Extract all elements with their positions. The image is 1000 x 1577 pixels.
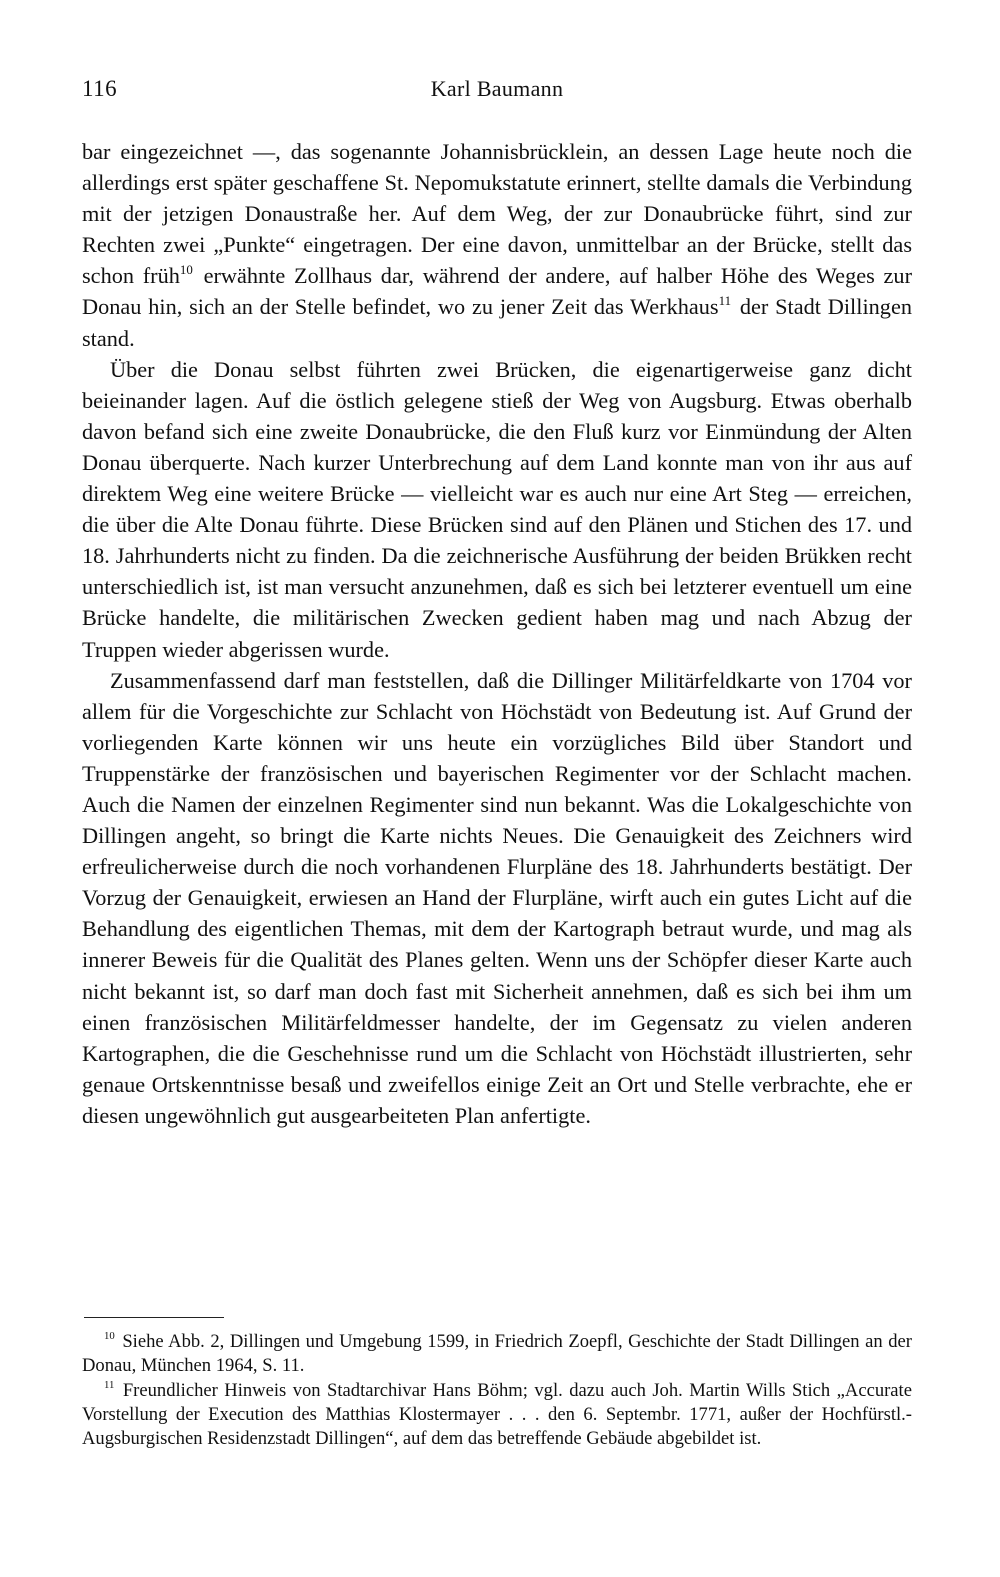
paragraph-2: Über die Donau selbst führten zwei Brücken, die eigenartigerweise ganz dicht beieinander lagen. Auf die östlich gelegene stieß der Weg von Augsburg. Etwas oberhalb davon befand sich eine zweite Donaubrücke, die den Fluß kurz vor Einmündung der Alten Donau überquerte. Nach kurzer Unterbrechung auf dem Land konnte man von ihr aus auf direktem Weg eine weitere Brücke — vielleicht war es auch nur eine Art Steg — erreichen, die über die Alte Donau führte. Diese Brücken sind auf den Plänen und Stichen des 17. und 18. Jahrhunderts nicht zu finden. Da die zeichnerische Ausführung der beiden Brükken recht unterschiedlich ist, ist man versucht anzunehmen, daß es sich bei letzterer eventuell um eine Brücke handelte, die militärischen Zwecken gedient haben mag und nach Abzug der Truppen wieder abgerissen wurde. [82,356,912,662]
footnote-11 [82,1379,912,1452]
footnotes [82,1330,912,1451]
running-title: Karl Baumann [430,76,564,101]
footnote-ref-10: 10 [179,262,193,278]
paragraph-1-part-b: erwähnte Zollhaus dar, während der andere, auf halber Höhe des Weges zur Donau hin, sich an der Stelle befindet, wo zu jener Zeit das Werkhaus [82,263,913,320]
footnote-text: Siehe Abb. 2, Dillingen und Umgebung 1599, in Friedrich Zoepfl, Geschichte der Stadt Dillingen an der Donau, München 1964, S. 11. [82,1331,912,1377]
footnote-ref-11: 11 [718,293,732,309]
footnote-divider [84,1317,224,1318]
paragraph-1-part-a: bar eingezeichnet —, das sogenannte Johannisbrücklein, an dessen Lage heute noch die allerdings erst später geschaffene St. Nepomukstatute erinnert, stellte damals die Verbindung mit der jetzigen Donaustraße her. Auf dem Weg, der zur Donaubrücke führt, sind zur Rechten zwei „Punkte“ eingetragen. Der eine davon, unmittelbar an der Brücke, stellt das schon früh [82,139,912,289]
footnote-10 [82,1330,912,1379]
paragraph-1 [82,136,912,354]
footnote-text: Freundlicher Hinweis von Stadtarchivar Hans Böhm; vgl. dazu auch Joh. Martin Wills Stich „Accurate Vorstellung der Execution des Matthias Klostermayer . . . den 6. Septembr. 1771, außer der Hochfürstl.-Augsburgischen Residenzstadt Dillingen“, auf dem das betreffende Gebäude abgebildet ist. [82,1379,912,1450]
paragraph-3: Zusammenfassend darf man feststellen, daß die Dillinger Militärfeldkarte von 1704 vor allem für die Vorgeschichte zur Schlacht von Höchstädt von Bedeutung ist. Auf Grund der vorliegenden Karte können wir uns heute ein vorzügliches Bild über Standort und Truppenstärke der französischen und bayerischen Regimenter vor der Schlacht machen. Auch die Namen der einzelnen Regimenter sind nun bekannt. Was die Lokalgeschichte von Dillingen angeht, so bringt die Karte nichts Neues. Die Genauigkeit des Zeichners wird erfreulicherweise durch die noch vorhandenen Flurpläne des 18. Jahrhunderts bestätigt. Der Vorzug der Genauigkeit, erwiesen an Hand der Flurpläne, wirft auch ein gutes Licht auf die Behandlung des eigentlichen Themas, mit dem der Kartograph betraut wurde, und mag als innerer Beweis für die Qualität des Planes gelten. Wenn uns der Schöpfer dieser Karte auch nicht bekannt ist, so darf man doch fast mit Sicherheit annehmen, daß es sich bei ihm um einen französischen Militärfeldmesser handelte, der im Gegensatz zu vielen anderen Kartographen, die die Geschehnisse rund um die Schlacht von Höchstädt illustrierten, sehr genaue Ortskenntnisse besaß und zweifellos einige Zeit an Ort und Stelle verbrachte, ehe er diesen ungewöhnlich gut ausgearbeiteten Plan anfertigte. [82,667,912,1128]
paragraph-1-part-c: der Stadt Dillingen stand. [82,294,912,351]
page-number: 116 [82,76,118,101]
page-header [82,76,912,112]
footnote-number: 10 [104,1330,115,1343]
footnote-number: 11 [104,1379,115,1392]
body-text [82,136,912,1131]
